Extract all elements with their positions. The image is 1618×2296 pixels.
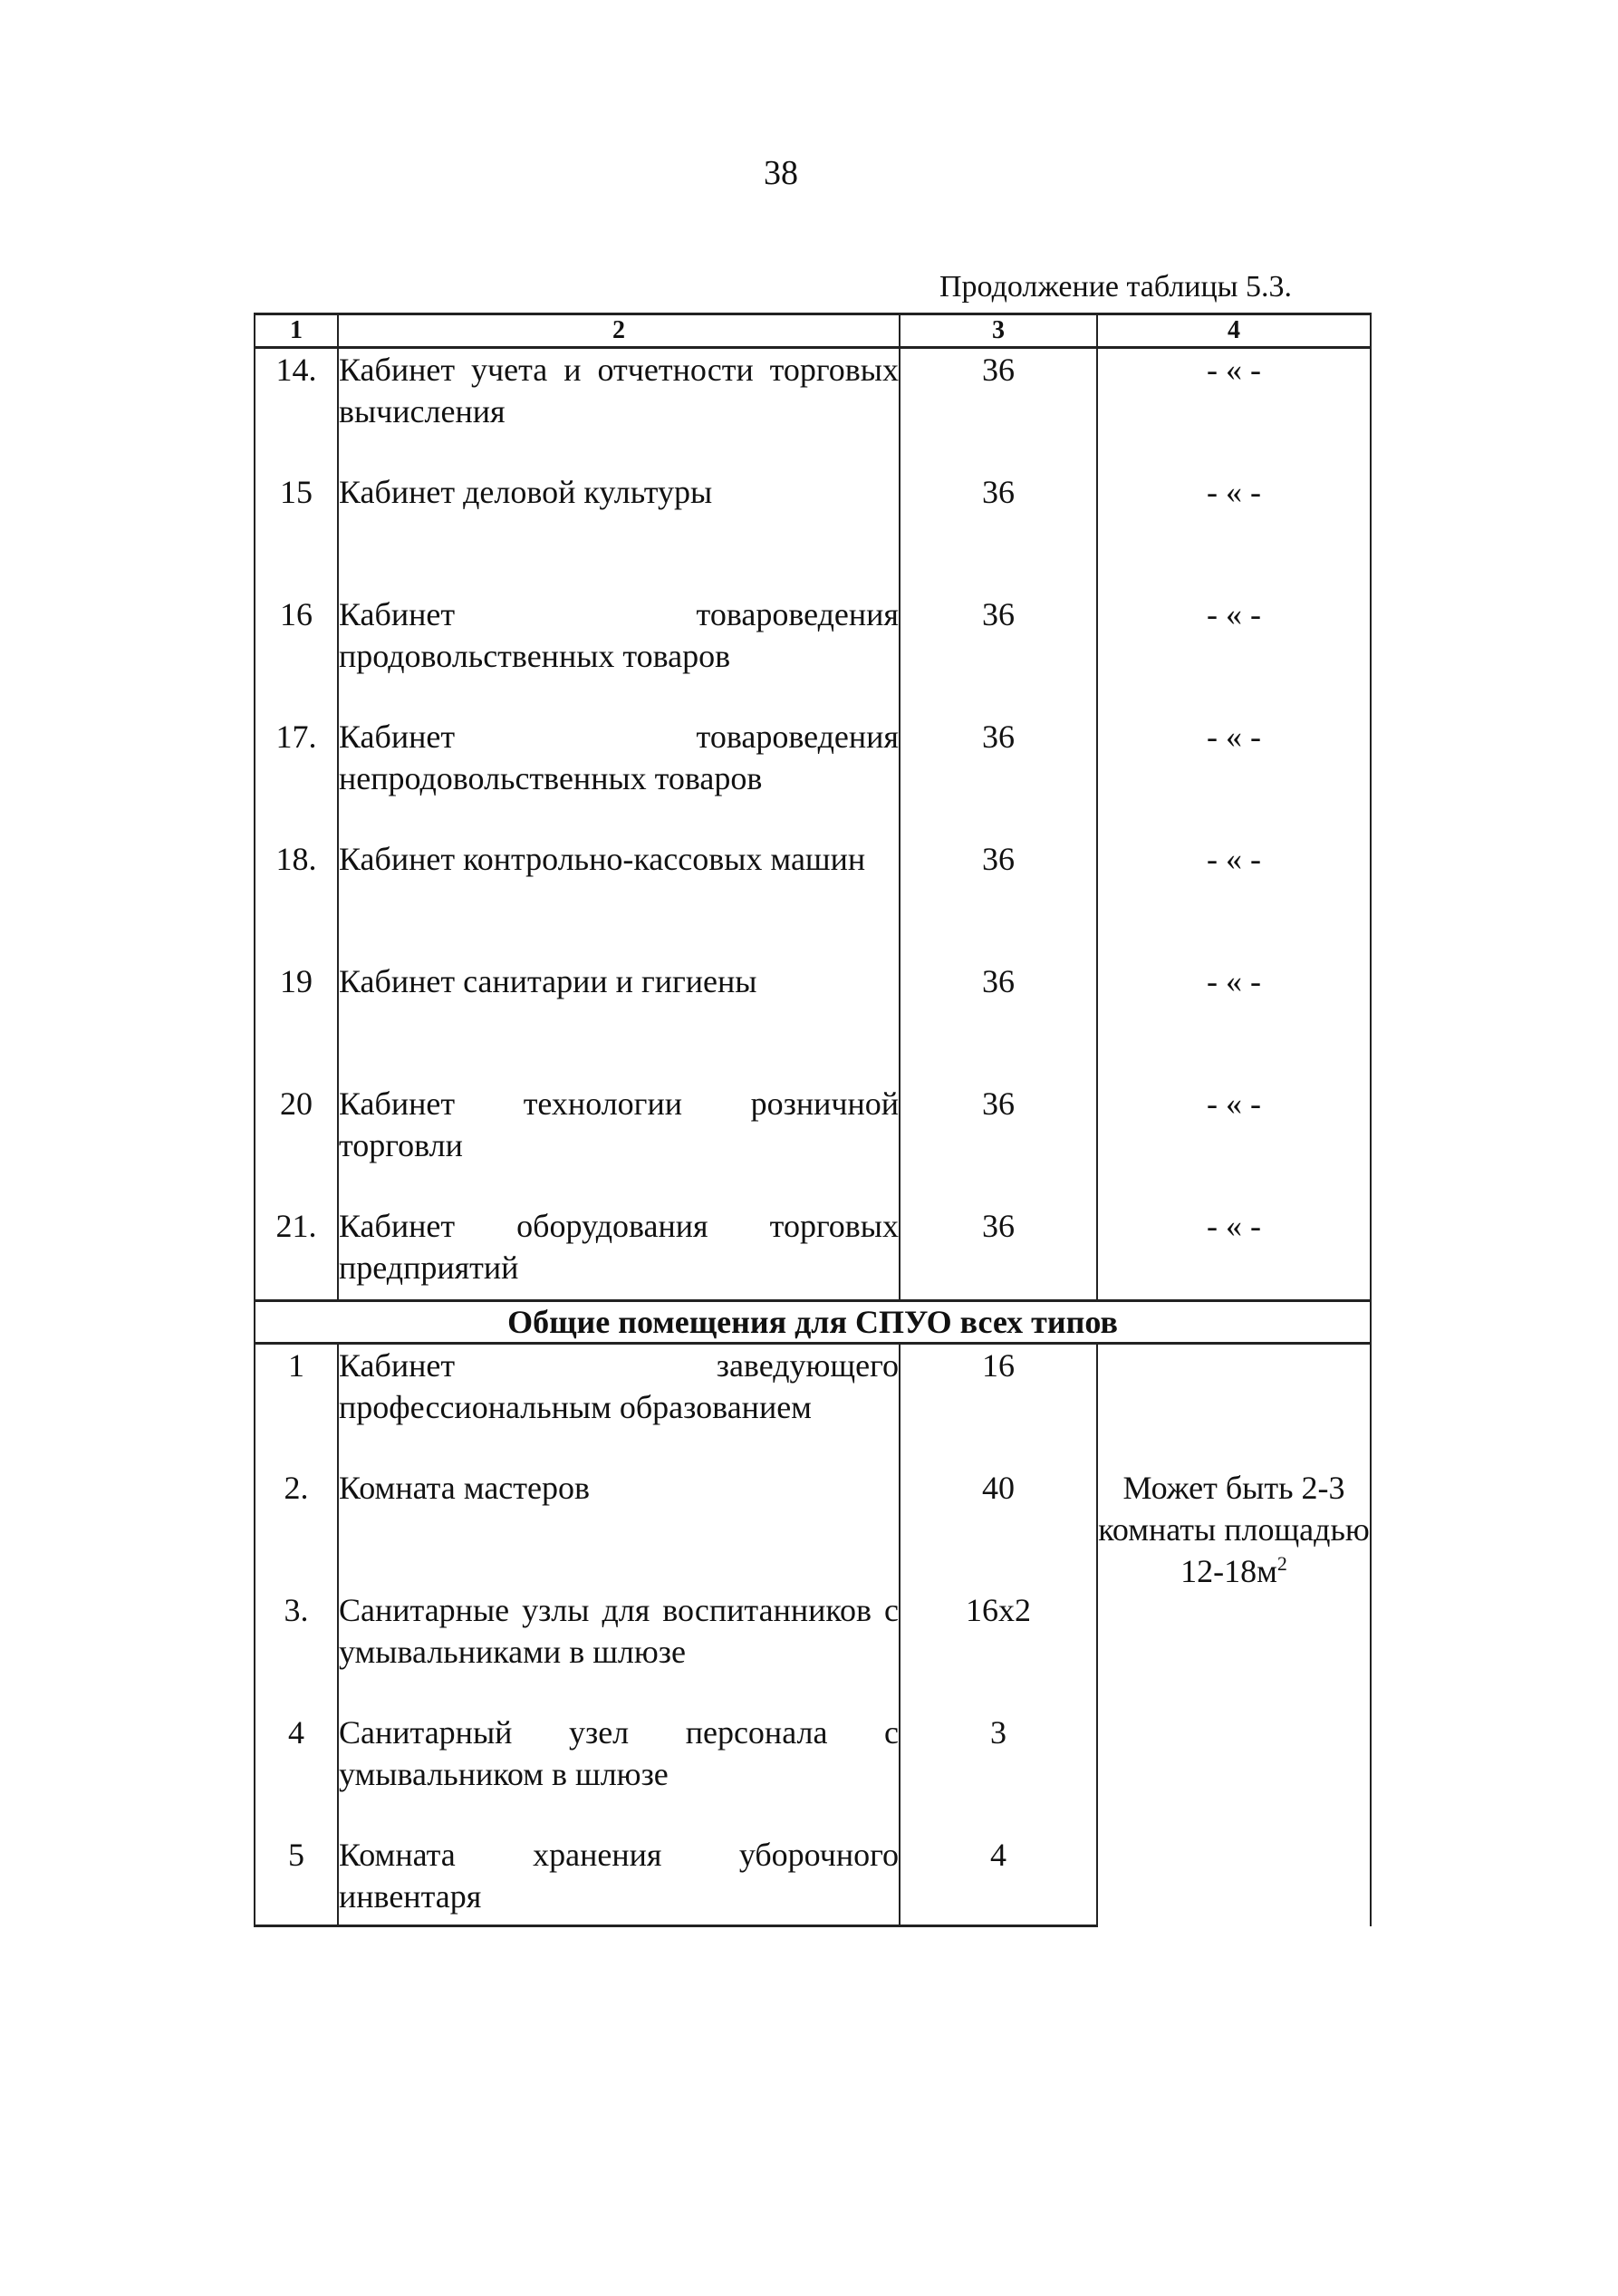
table-row xyxy=(255,716,1371,838)
room-note: - « - xyxy=(1097,1205,1371,1301)
table-row xyxy=(255,1467,1371,1589)
room-name: Кабинет товароведения непродовольственных товаров xyxy=(338,716,900,838)
room-note: - « - xyxy=(1097,1083,1371,1205)
table-row xyxy=(255,593,1371,716)
row-number: 14. xyxy=(255,348,338,472)
room-name: Санитарные узлы для воспитанников с умывальниками в шлюзе xyxy=(338,1589,900,1712)
merged-note-text: Может быть 2-3 комнаты площадью 12-18м xyxy=(1098,1470,1370,1589)
room-name: Кабинет учета и отчетности торговых вычисления xyxy=(338,348,900,472)
table-row xyxy=(255,471,1371,593)
room-area: 36 xyxy=(900,1083,1097,1205)
room-name: Кабинет заведующего профессиональным образованием xyxy=(338,1344,900,1468)
room-name: Кабинет деловой культуры xyxy=(338,471,900,593)
room-note: - « - xyxy=(1097,348,1371,472)
column-header-2: 2 xyxy=(338,314,900,348)
room-note: - « - xyxy=(1097,716,1371,838)
table-row xyxy=(255,348,1371,472)
table-row xyxy=(255,1344,1371,1468)
column-header-1: 1 xyxy=(255,314,338,348)
room-name: Санитарный узел персонала с умывальником в шлюзе xyxy=(338,1712,900,1834)
row-number: 16 xyxy=(255,593,338,716)
row-number: 20 xyxy=(255,1083,338,1205)
room-name: Кабинет контрольно-кассовых машин xyxy=(338,838,900,960)
row-number: 1 xyxy=(255,1344,338,1468)
room-area: 36 xyxy=(900,593,1097,716)
room-area: 4 xyxy=(900,1834,1097,1926)
table-row xyxy=(255,1205,1371,1301)
table-row xyxy=(255,1083,1371,1205)
room-note: - « - xyxy=(1097,838,1371,960)
row-number: 18. xyxy=(255,838,338,960)
room-name: Кабинет оборудования торговых предприятий xyxy=(338,1205,900,1301)
row-number: 4 xyxy=(255,1712,338,1834)
premises-table xyxy=(254,313,1372,1927)
room-area: 40 xyxy=(900,1467,1097,1589)
row-number: 3. xyxy=(255,1589,338,1712)
room-note: - « - xyxy=(1097,960,1371,1083)
room-area: 36 xyxy=(900,716,1097,838)
row-number: 17. xyxy=(255,716,338,838)
room-name: Комната мастеров xyxy=(338,1467,900,1589)
room-name: Кабинет технологии розничной торговли xyxy=(338,1083,900,1205)
row-number: 15 xyxy=(255,471,338,593)
room-area: 16х2 xyxy=(900,1589,1097,1712)
room-area: 36 xyxy=(900,471,1097,593)
table-row xyxy=(255,960,1371,1083)
merged-note-cell xyxy=(1097,1467,1371,1926)
room-note: - « - xyxy=(1097,593,1371,716)
section-title: Общие помещения для СПУО всех типов xyxy=(255,1301,1371,1344)
page-number: 38 xyxy=(764,154,798,192)
room-name: Кабинет товароведения продовольственных товаров xyxy=(338,593,900,716)
room-area: 36 xyxy=(900,838,1097,960)
room-note-empty xyxy=(1097,1344,1371,1468)
merged-note-superscript: 2 xyxy=(1276,1552,1287,1575)
room-note: - « - xyxy=(1097,471,1371,593)
row-number: 5 xyxy=(255,1834,338,1926)
row-number: 21. xyxy=(255,1205,338,1301)
row-number: 19 xyxy=(255,960,338,1083)
table-caption: Продолжение таблицы 5.3. xyxy=(939,270,1293,304)
row-number: 2. xyxy=(255,1467,338,1589)
room-area: 36 xyxy=(900,960,1097,1083)
section-header-row xyxy=(255,1301,1371,1344)
room-name: Кабинет санитарии и гигиены xyxy=(338,960,900,1083)
room-area: 16 xyxy=(900,1344,1097,1468)
room-name: Комната хранения уборочного инвентаря xyxy=(338,1834,900,1926)
table-row xyxy=(255,838,1371,960)
room-area: 3 xyxy=(900,1712,1097,1834)
table-header-row xyxy=(255,314,1371,348)
column-header-4: 4 xyxy=(1097,314,1371,348)
room-area: 36 xyxy=(900,1205,1097,1301)
column-header-3: 3 xyxy=(900,314,1097,348)
room-area: 36 xyxy=(900,348,1097,472)
